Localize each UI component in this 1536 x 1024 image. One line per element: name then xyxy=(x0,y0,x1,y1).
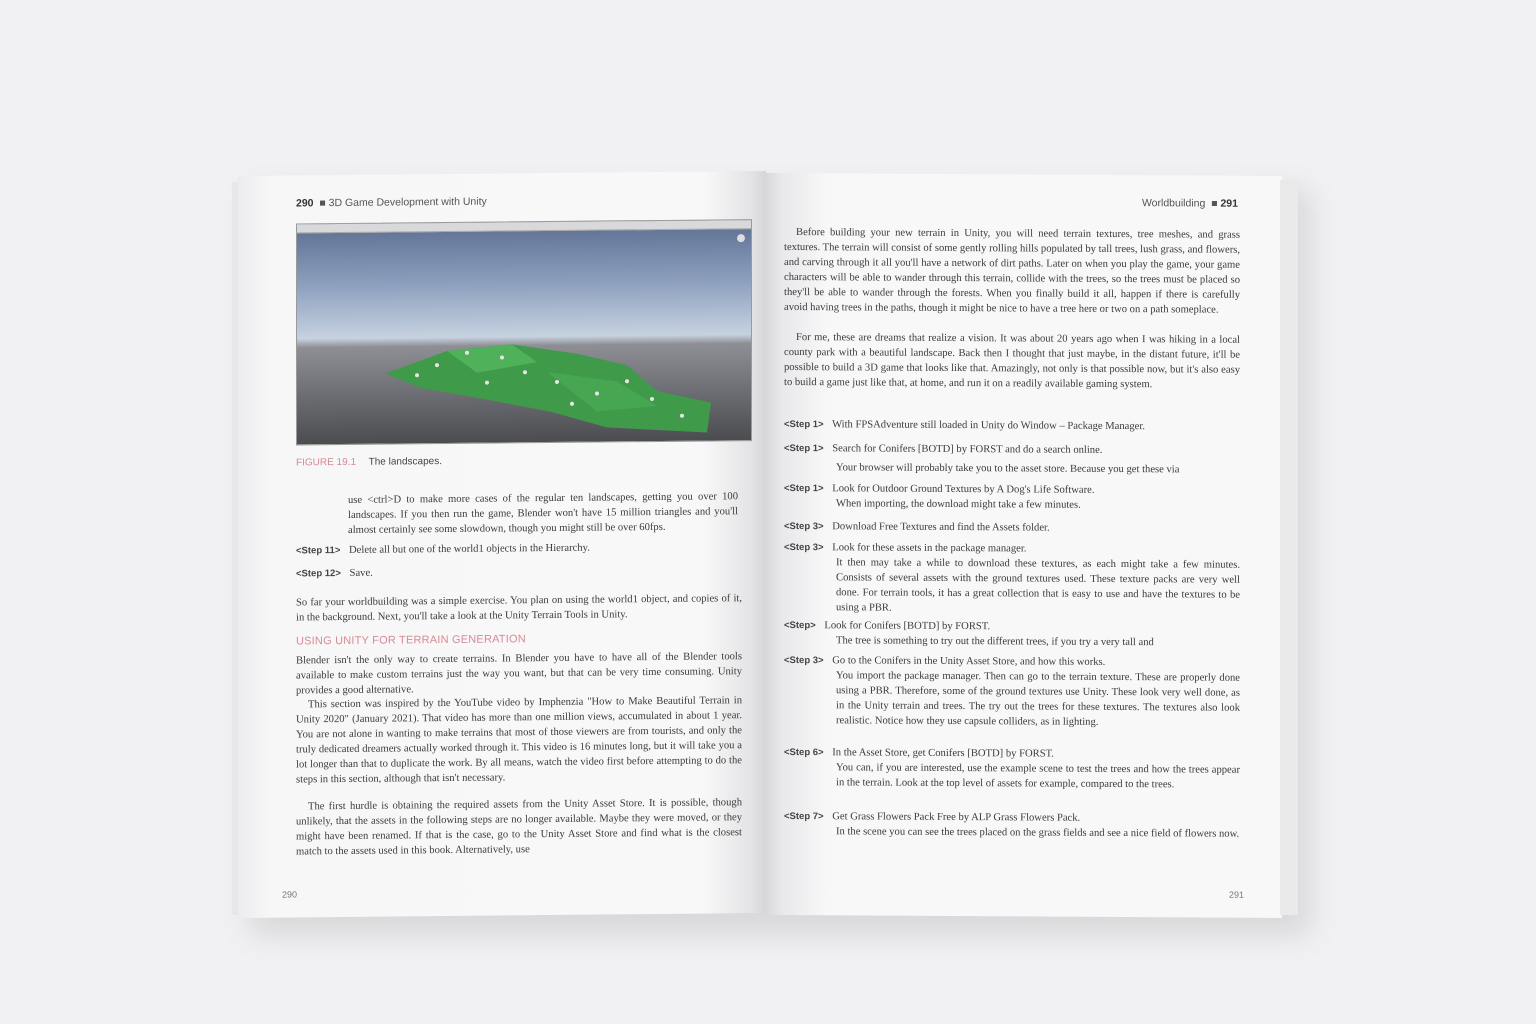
paragraph: This section was inspired by the YouTube video by Imphenzia "How to Make Beautiful Terrain in Unity 2020" (January 2021). That video has more than one million views, accumulated in about 1 year. You are not alone in wanting to make terrains that most of those viewers are from tourists, and only the truly dedicated dreamers actually worked through it. This video is 16 minutes long, but it will take you a lot longer than that to duplicate the work. By all means, watch the video first before attempting to do the steps in this section, although that isn't necessary. xyxy=(296,695,742,786)
indented-paragraph: use <ctrl>D to make more cases of the regular ten landscapes, getting you over 100 landscapes. If you then run the game, Blender won't have 15 million triangles and you'll almost certainly see some slowdown, though you might still be over 60fps. xyxy=(348,491,738,536)
paragraph: The first hurdle is obtaining the required assets from the Unity Asset Store. It is possible, though unlikely, that the assets in the following steps are no longer available. Maybe they were moved, or they might have been renamed. If that is the case, go to the Unity Asset Store and find what is the closest match to the assets used in this book. Alternatively, use xyxy=(296,797,742,858)
step-subtext: You import the package manager. Then can go to the terrain texture. These are properly done using a PBR. Therefore, some of the ground textures use Unity. These look very well done, as in the Unity terrain and trees. The try out the trees for these textures. The textures also look realistic. Notice how they use capsule colliders, as in lighting. xyxy=(836,670,1240,728)
page-stack-right xyxy=(1280,180,1298,915)
step-tag: <Step 1> xyxy=(784,418,824,431)
step-tag: <Step 12> xyxy=(296,568,341,580)
step-text: Delete all but one of the world1 objects in the Hierarchy. xyxy=(349,542,590,556)
step-item xyxy=(784,519,1240,537)
step-subtext: In the scene you can see the trees placed on the grass fields and see a nice field of flowers now. xyxy=(836,826,1240,840)
step-item xyxy=(784,540,1240,618)
left-page xyxy=(238,171,766,918)
step-subtext: When importing, the download might take a few minutes. xyxy=(836,498,1081,511)
terrain-screenshot xyxy=(296,219,752,445)
step-item xyxy=(784,441,1240,478)
step-text: With FPSAdventure still loaded in Unity do Window – Package Manager. xyxy=(832,419,1145,433)
step-item xyxy=(296,539,741,558)
book-title: 3D Game Development with Unity xyxy=(328,195,487,210)
paragraph: So far your worldbuilding was a simple exercise. You plan on using the world1 object, and copies of it, in the background. Next, you'll take a look at the Unity Terrain Tools in Unity. xyxy=(296,593,742,624)
step-text: Get Grass Flowers Pack Free by ALP Grass Flowers Pack. xyxy=(832,811,1081,824)
step-text: Save. xyxy=(349,567,373,579)
step-item xyxy=(784,481,1240,514)
step-item xyxy=(784,417,1240,435)
paragraph: For me, these are dreams that realize a vision. It was about 20 years ago when I was hiking in a local county park with a beautiful landscape. Back then I thought that just maybe, in the distant future, it'll be possible to build a 3D game that looks like that. Amazingly, not only is that possible now, but it's also easy to build a game just like that, at home, and run it on a readily available gaming system. xyxy=(784,332,1240,391)
step-tag: <Step 3> xyxy=(784,541,824,554)
terrain-landscape xyxy=(297,220,751,444)
step-text: Go to the Conifers in the Unity Asset Store, and how this works. xyxy=(832,655,1106,668)
page-number-footer: 291 xyxy=(1228,889,1244,900)
step-tag: <Step 7> xyxy=(784,810,824,823)
step-text: Search for Conifers [BOTD] by FORST and do a search online. xyxy=(832,443,1103,456)
chapter-title: Worldbuilding xyxy=(1141,197,1206,210)
running-head-left: 290 ■ 3D Game Development with Unity xyxy=(296,195,487,210)
figure-label: FIGURE 19.1 xyxy=(296,456,357,469)
step-tag: <Step 1> xyxy=(784,442,824,455)
step-tag: <Step> xyxy=(784,619,816,632)
section-heading: USING UNITY FOR TERRAIN GENERATION xyxy=(296,633,526,648)
running-head-right: Worldbuilding ■ 291 xyxy=(1141,197,1238,210)
step-tag: <Step 1> xyxy=(784,482,824,495)
step-tag: <Step 11> xyxy=(296,545,341,557)
step-text: Download Free Textures and find the Assets folder. xyxy=(832,521,1050,534)
step-item xyxy=(784,745,1240,793)
step-tag: <Step 3> xyxy=(784,654,824,667)
page-number-header: 291 xyxy=(1220,197,1238,210)
step-tag: <Step 6> xyxy=(784,746,824,759)
step-text: In the Asset Store, get Conifers [BOTD] by FORST. xyxy=(832,747,1054,760)
step-item xyxy=(784,809,1240,842)
step-subtext: You can, if you are interested, use the example scene to test the trees and how the trees appear in the terrain. Look at the top level of assets for example, compared to the trees. xyxy=(836,762,1240,791)
figure-caption xyxy=(296,456,442,468)
figure-caption-text: The landscapes. xyxy=(368,456,443,468)
step-text: Look for Outdoor Ground Textures by A Dog's Life Software. xyxy=(832,483,1095,496)
page-number-footer: 290 xyxy=(282,889,298,900)
right-page xyxy=(766,173,1282,918)
step-item xyxy=(784,653,1240,731)
page-number-header: 290 xyxy=(296,197,314,210)
step-subtext: Your browser will probably take you to the asset store. Because you get these via xyxy=(836,462,1180,476)
paragraph: Blender isn't the only way to create terrains. In Blender you have to have all of the Blender tools available to make custom terrains just the way you want, but that can be very time consuming. Unity provides a good alternative. xyxy=(296,651,742,697)
step-subtext: The tree is something to try out the different trees, if you try a very tall and xyxy=(836,635,1154,649)
paragraph: Before building your new terrain in Unity, you will need terrain textures, tree meshes, and grass textures. The terrain will consist of some gently rolling hills populated by tall trees, lush grass, and flowers, and carving through it all you'll have a network of dirt paths. Later on when you play the game, your game characters will be able to wander through this terrain, collide with the trees, so the trees must be placed so they'll be able to wander through the forests. When you finally build it all, happen if there is carefully avoid having trees in the paths, though it might be nice to have a tree here or two on a path someplace. xyxy=(784,227,1240,316)
step-item xyxy=(784,618,1240,651)
step-subtext: It then may take a while to download these textures, as each might take a few minutes. Consists of several assets with the ground textures used. These texture packs are very well done. For terrain tools, it has a great collection that is easy to use and have the textures to be using a PBR. xyxy=(836,557,1240,614)
step-text: Look for these assets in the package manager. xyxy=(832,542,1027,555)
step-tag: <Step 3> xyxy=(784,520,824,533)
step-text: Look for Conifers [BOTD] by FORST. xyxy=(824,620,991,633)
step-item xyxy=(296,562,741,581)
